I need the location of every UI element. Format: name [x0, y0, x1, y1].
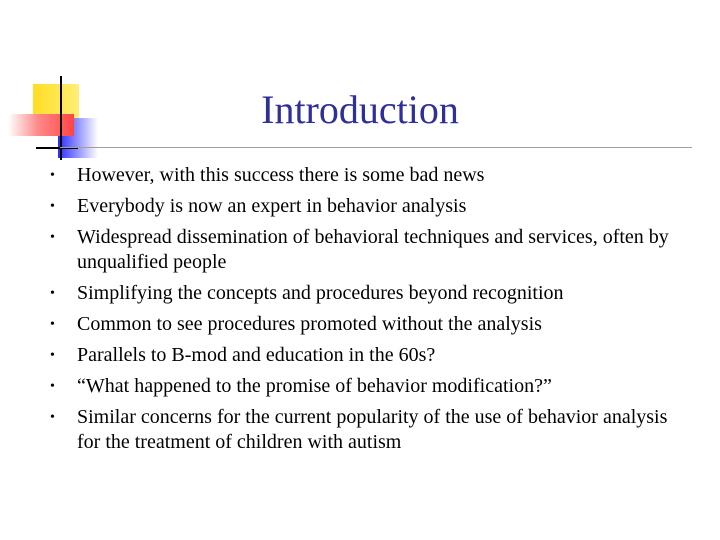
bullet-dot-icon: • — [50, 410, 55, 425]
bullet-dot-icon: • — [50, 168, 55, 183]
bullet-item — [40, 312, 690, 337]
bullet-item — [40, 163, 690, 188]
bullet-list — [40, 163, 690, 461]
bullet-item — [40, 194, 690, 219]
slide-title: Introduction — [261, 87, 459, 132]
bullet-dot-icon: • — [50, 348, 55, 363]
bullet-text: Widespread dissemination of behavioral techniques and services, often by unqualified people — [77, 226, 669, 273]
bullet-text: Parallels to B-mod and education in the 60s? — [77, 344, 436, 366]
bullet-item — [40, 281, 690, 306]
bullet-item — [40, 343, 690, 368]
bullet-item — [40, 405, 690, 455]
bullet-text: However, with this success there is some bad news — [77, 164, 485, 186]
bullet-text: Simplifying the concepts and procedures beyond recognition — [77, 282, 564, 304]
bullet-item — [40, 374, 690, 399]
bullet-text: “What happened to the promise of behavior modification?” — [77, 375, 552, 397]
logo-red-bar — [8, 114, 74, 136]
bullet-dot-icon: • — [50, 199, 55, 214]
bullet-text: Everybody is now an expert in behavior analysis — [77, 195, 467, 217]
template-corner-logo-icon — [0, 0, 110, 170]
bullet-dot-icon: • — [50, 286, 55, 301]
bullet-dot-icon: • — [50, 230, 55, 245]
bullet-item — [40, 225, 690, 275]
bullet-text: Common to see procedures promoted without the analysis — [77, 313, 542, 335]
bullet-dot-icon: • — [50, 317, 55, 332]
title-divider — [60, 147, 692, 148]
bullet-text: Similar concerns for the current popularity of the use of behavior analysis for the treatment of children with autism — [77, 406, 668, 453]
bullet-dot-icon: • — [50, 379, 55, 394]
